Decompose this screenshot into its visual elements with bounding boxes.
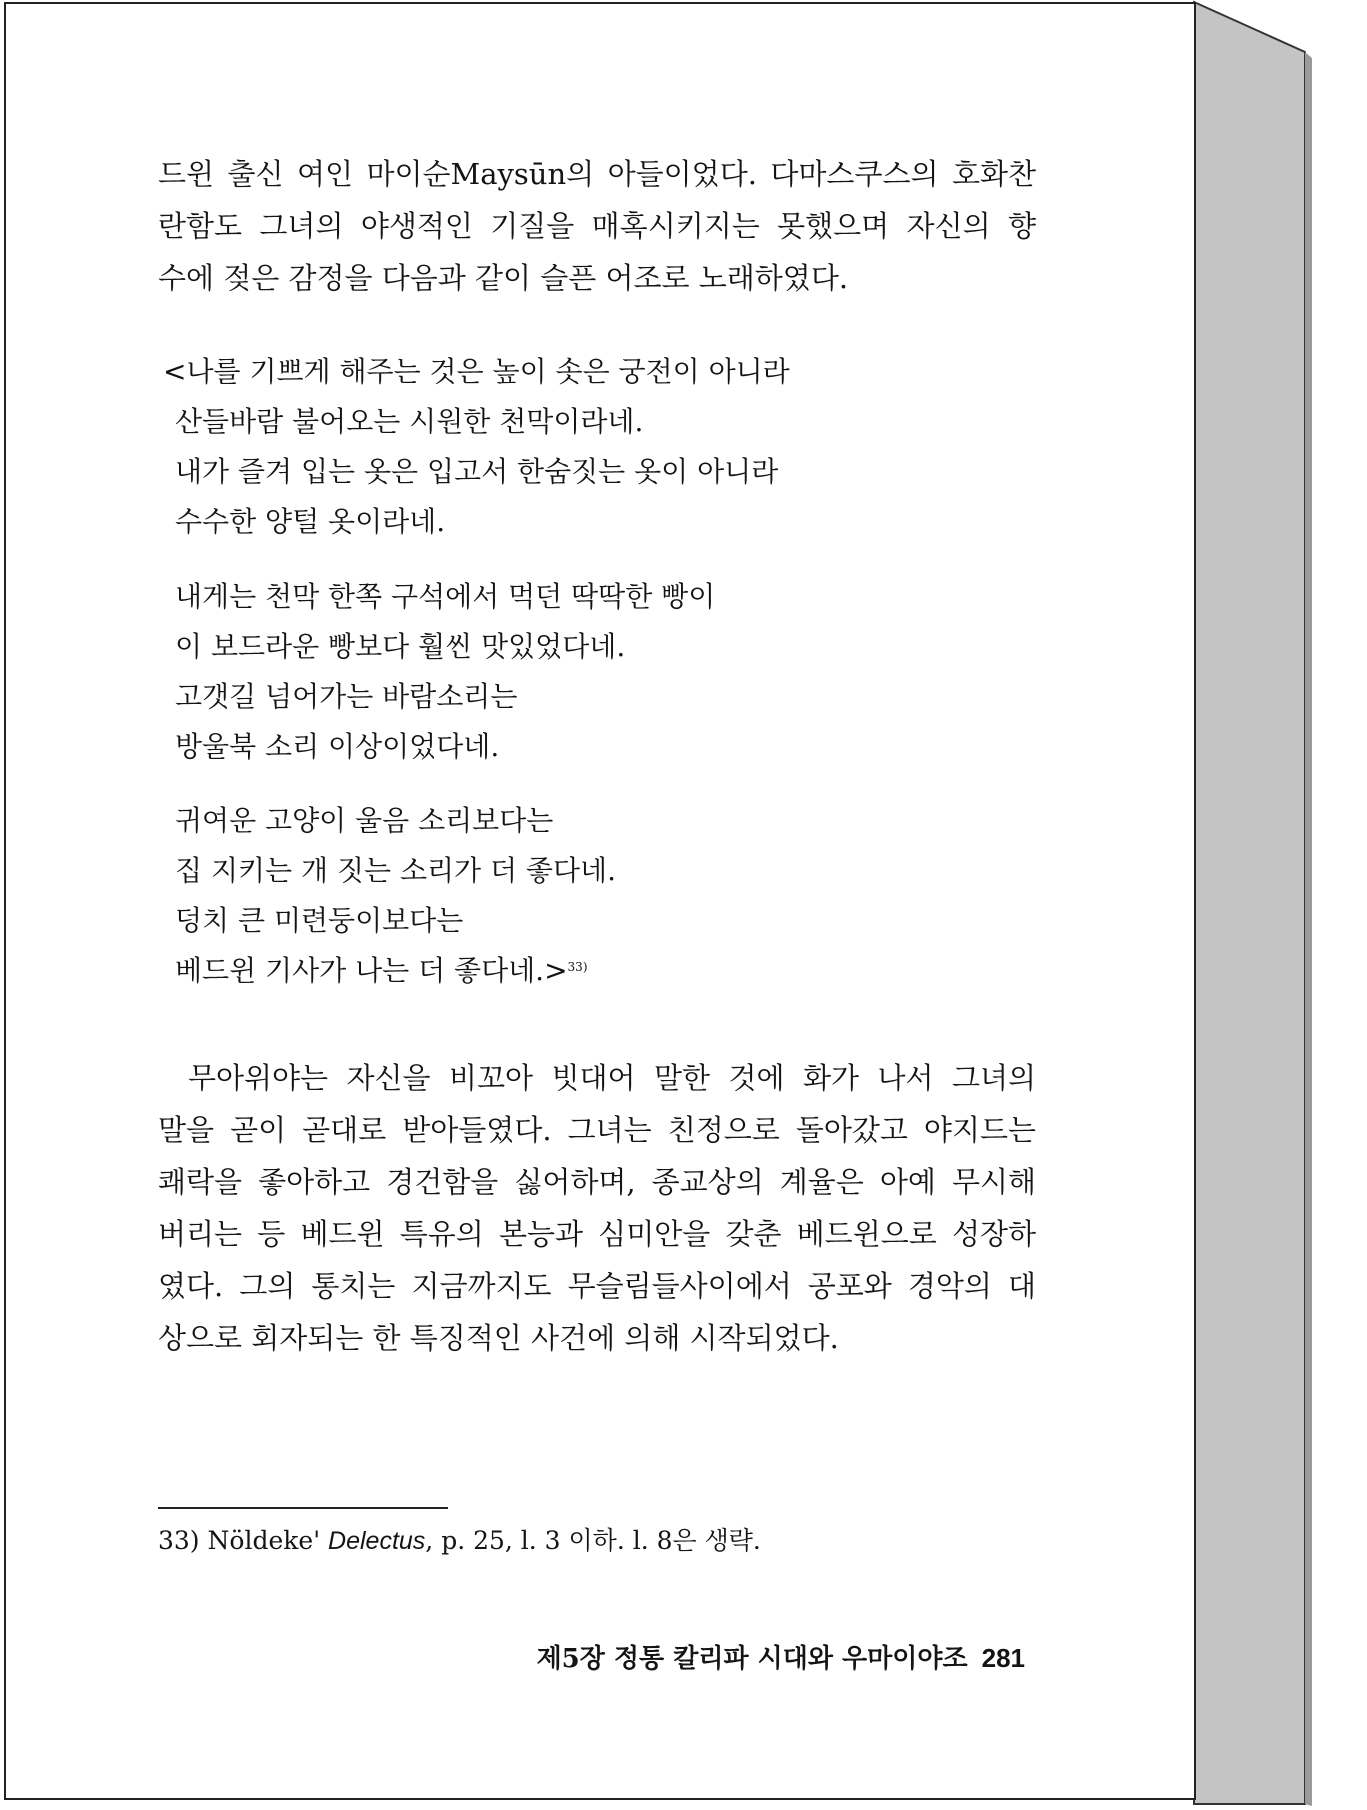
text-line: 였다. 그의 통치는 지금까지도 무슬림들사이에서 공포와 경악의 대 — [158, 1269, 1036, 1303]
text-line: 상으로 회자되는 한 특징적인 사건에 의해 시작되었다. — [158, 1321, 839, 1355]
page-content-2 — [158, 1052, 1036, 1364]
footnote — [158, 1523, 761, 1559]
footnote-work-title: Delectus — [328, 1527, 426, 1555]
poem-stanza-1 — [163, 347, 790, 547]
page-content — [158, 148, 1036, 304]
poem-line: 산들바람 불어오는 시원한 천막이라네. — [175, 405, 644, 438]
poem-line: 집 지키는 개 짓는 소리가 더 좋다네. — [175, 854, 616, 887]
poem-line: 방울북 소리 이상이었다네. — [175, 730, 500, 763]
text-line: 드윈 출신 여인 마이순Maysūn의 아들이었다. 다마스쿠스의 호화찬 — [158, 157, 1036, 191]
poem-line: 내가 즐겨 입는 옷은 입고서 한숨짓는 옷이 아니라 — [175, 455, 779, 488]
paragraph-main — [158, 1052, 1036, 1364]
poem-line: 베드윈 기사가 나는 더 좋다네.> — [175, 954, 568, 987]
text-line: 수에 젖은 감정을 다음과 같이 슬픈 어조로 노래하였다. — [158, 261, 849, 295]
poem-line: 내게는 천막 한쪽 구석에서 먹던 딱딱한 빵이 — [175, 580, 716, 613]
poem-line: 덩치 큰 미련둥이보다는 — [175, 904, 464, 937]
poem-line: 수수한 양털 옷이라네. — [175, 505, 446, 538]
running-footer — [490, 1640, 1025, 1677]
footnote-divider — [158, 1507, 448, 1509]
page-number: 281 — [981, 1643, 1025, 1673]
poem-line: 귀여운 고양이 울음 소리보다는 — [175, 804, 554, 837]
chapter-title: 제5장 정통 칼리파 시대와 우마이야조 — [536, 1644, 968, 1674]
poem-line: 이 보드라운 빵보다 훨씬 맛있었다네. — [175, 630, 626, 663]
paragraph-intro — [158, 148, 1036, 304]
poem-line: <나를 기쁘게 해주는 것은 높이 솟은 궁전이 아니라 — [163, 355, 790, 388]
poem-line-with-ref — [175, 946, 616, 996]
poem-line: 고갯길 넘어가는 바람소리는 — [175, 680, 518, 713]
footnote-reference[interactable]: 33) — [567, 960, 588, 974]
poem-stanza-2 — [175, 572, 715, 772]
text-line: 말을 곧이 곧대로 받아들였다. 그녀는 친정으로 돌아갔고 야지드는 — [158, 1113, 1036, 1147]
text-line: 쾌락을 좋아하고 경건함을 싫어하며, 종교상의 계율은 아예 무시해 — [158, 1165, 1036, 1199]
text-line: 버리는 등 베드윈 특유의 본능과 심미안을 갖춘 베드윈으로 성장하 — [158, 1217, 1036, 1251]
footnote-citation: , p. 25, l. 3 이하. l. 8은 생략. — [425, 1526, 761, 1555]
footnote-author: Nöldeke' — [207, 1526, 321, 1555]
text-line: 무아위야는 자신을 비꼬아 빗대어 말한 것에 화가 나서 그녀의 — [188, 1061, 1036, 1095]
text-line: 란함도 그녀의 야생적인 기질을 매혹시키지는 못했으며 자신의 향 — [158, 209, 1036, 243]
footnote-number: 33) — [158, 1526, 200, 1555]
poem-stanza-3 — [175, 796, 616, 996]
